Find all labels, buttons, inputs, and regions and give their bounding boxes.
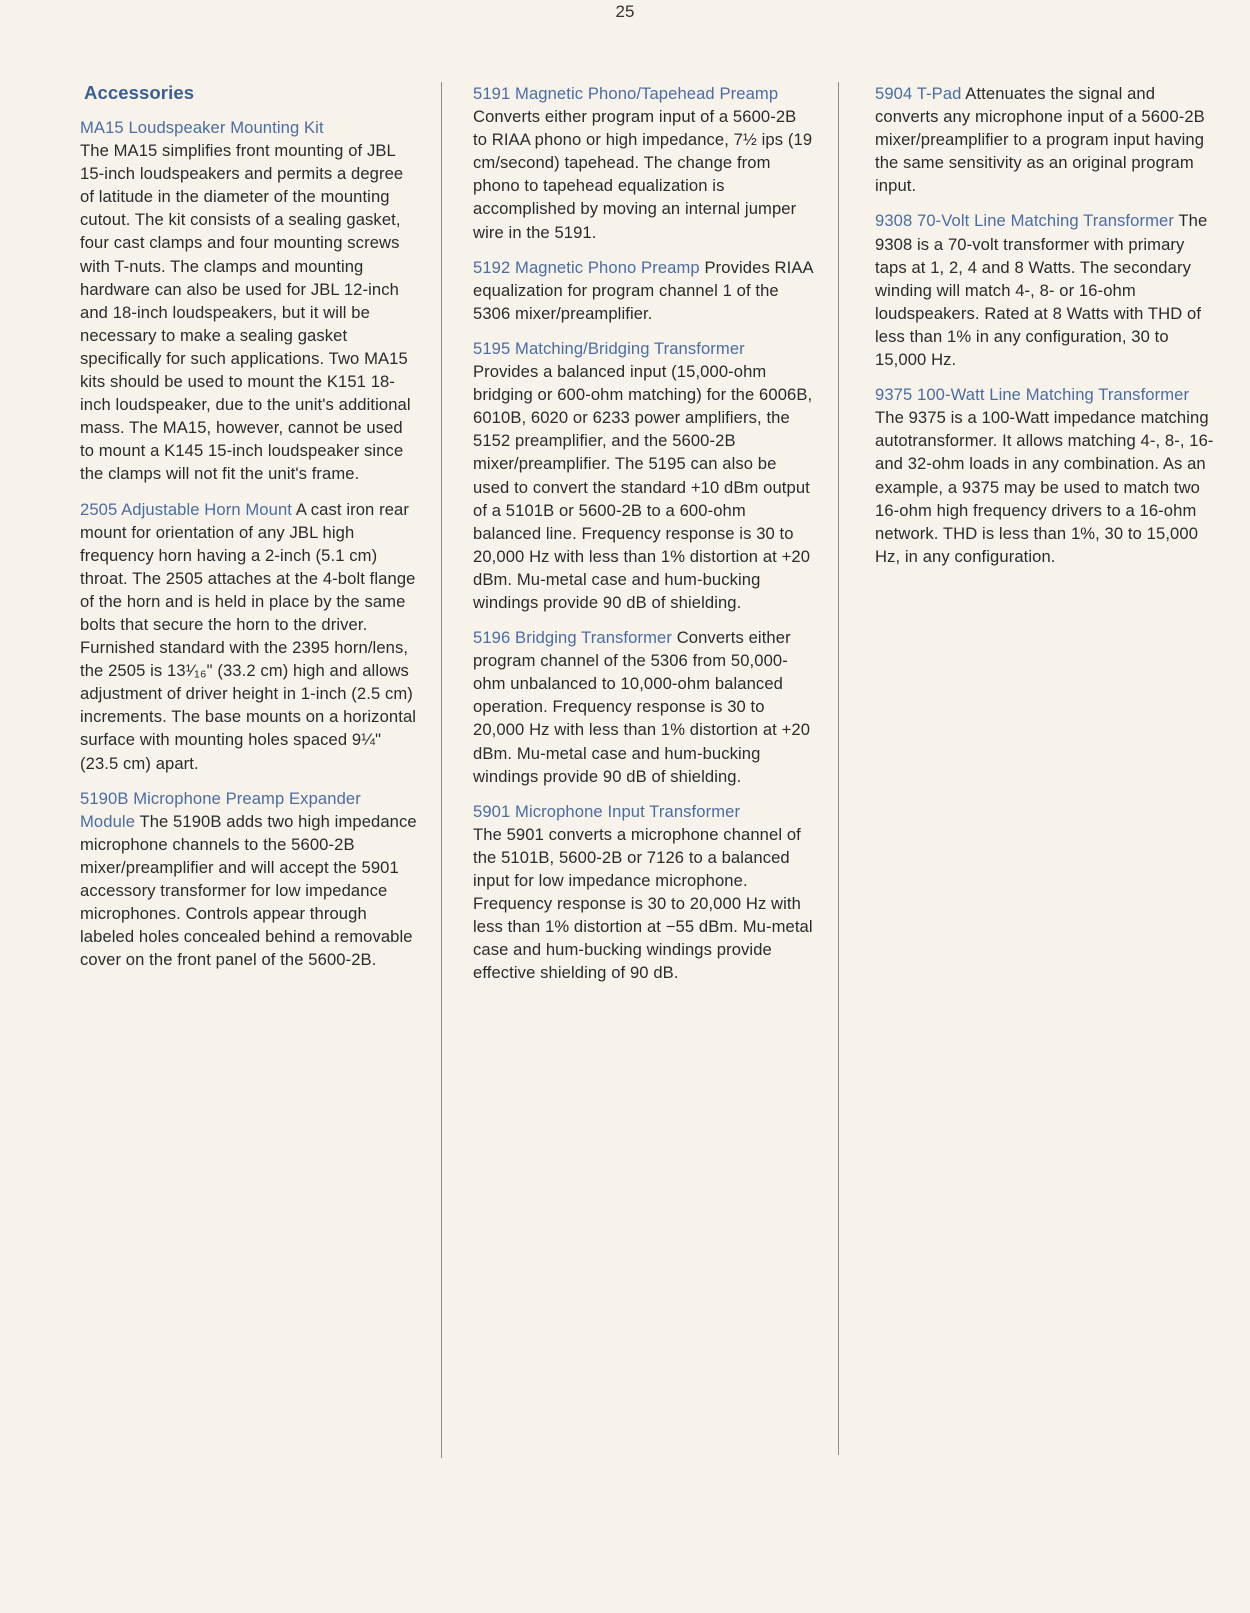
entry-body: The 9308 is a 70-volt transformer with primary taps at 1, 2, 4 and 8 Watts. The secondary winding will match 4-, 8- or 16-ohm loudspeakers. Rated at 8 Watts with THD of less than 1% in any configuration, 30 to 15,000 Hz. [875,211,1208,370]
column-divider [838,82,839,1455]
entry-title: 5191 Magnetic Phono/Tapehead Preamp [473,84,779,103]
entry-5191-phono-tapehead-preamp [473,82,813,244]
entry-body: Provides RIAA equalization for program channel 1 of the 5306 mixer/preamplifier. [473,257,813,323]
section-heading: Accessories [84,82,195,103]
entry-5904-t-pad [875,82,1215,197]
entry-2505-horn-mount [80,498,420,775]
column-divider [441,82,442,1458]
entry-title: 5195 Matching/Bridging Transformer [473,338,745,358]
entry-5192-phono-preamp [473,256,813,325]
entry-5196-bridging-transformer [473,626,813,788]
entry-5190b-expander-module [80,787,420,972]
page-number: 25 [615,2,635,21]
entry-title: 5190B Microphone Preamp Expander Module [80,788,361,831]
entry-title: 9308 70-Volt Line Matching Transformer [875,211,1174,231]
column-3 [875,82,1215,580]
entry-body: Converts either program input of a 5600-2B to RIAA phono or high impedance, 7½ ips (19 cm/second) tapehead. The change from phono to tapehead equalization is accomplished by moving an internal jumper wire in the 5191. [473,107,813,242]
entry-title: 5901 Microphone Input Transformer [473,801,741,821]
entry-title: 9375 100-Watt Line Matching Transformer [875,385,1190,405]
entry-body: Provides a balanced input (15,000-ohm bridging or 600-ohm matching) for the 6006B, 6010B, 6020 or 6233 power amplifiers, the 5152 preamplifier, and the 5600-2B mixer/preamplifier. The 5195 can also be used to convert the standard +10 dBm output of a 5101B or 5600-2B to a 600-ohm balanced line. Frequency response is 30 to 20,000 Hz with less than 1% distortion at +20 dBm. Mu-metal case and hum-bucking windings provide 90 dB of shielding. [473,362,813,612]
entry-body: The 5190B adds two high impedance microphone channels to the 5600-2B mixer/preamplifier and will accept the 5901 accessory transformer for low impedance microphones. Controls appear through labeled holes concealed behind a removable cover on the front panel of the 5600-2B. [80,811,417,970]
entry-title: 5196 Bridging Transformer [473,628,672,648]
entry-body: The 9375 is a 100-Watt impedance matching autotransformer. It allows matching 4-, 8-, 16- and 32-ohm loads in any combination. As an example, a 9375 may be used to match two 16-ohm high frequency drivers to a 16-ohm network. THD is less than 1%, 30 to 15,000 Hz, in any configuration. [875,408,1214,566]
column-2 [473,82,813,996]
entry-title: 5192 Magnetic Phono Preamp [473,257,700,277]
entry-body: Converts either program channel of the 5306 from 50,000-ohm unbalanced to 10,000-ohm balanced operation. Frequency response is 30 to 20,000 Hz with less than 1% distortion at +20 dBm. Mu-metal case and hum-bucking windings provide 90 dB of shielding. [473,628,811,786]
entry-title: 2505 Adjustable Horn Mount [80,499,293,519]
entry-body: The 5901 converts a microphone channel of the 5101B, 5600-2B or 7126 to a balanced input for low impedance microphone. Frequency response is 30 to 20,000 Hz with less than 1% distortion at −55 dBm. Mu-metal case and hum-bucking windings provide effective shielding of 90 dB. [473,824,813,983]
entry-body: Attenuates the signal and converts any microphone input of a 5600-2B mixer/preamplifier to a program input having the same sensitivity as an original program input. [875,84,1205,196]
entry-body: The MA15 simplifies front mounting of JBL 15-inch loudspeakers and permits a degree of latitude in the diameter of the mounting cutout. The kit consists of a sealing gasket, four cast clamps and four mounting screws with T-nuts. The clamps and mounting hardware can also be used for JBL 12-inch and 18-inch loudspeakers, but it will be necessary to make a sealing gasket specifically for such applications. Two MA15 kits should be used to mount the K151 18-inch loudspeaker, due to the unit's additional mass. The MA15, however, cannot be used to mount a K145 15-inch loudspeaker since the clamps will not fit the unit's frame. [80,141,411,484]
entry-9308-line-matching-transformer [875,209,1215,371]
entry-5901-microphone-input-transformer [473,800,813,985]
entry-title: 5904 T-Pad [875,84,962,103]
column-1 [80,82,420,983]
entry-ma15-mounting-kit [80,116,420,486]
entry-9375-line-matching-transformer [875,383,1215,568]
entry-title: MA15 Loudspeaker Mounting Kit [80,118,324,137]
entry-body: A cast iron rear mount for orientation of any JBL high frequency horn having a 2-inch (5.1 cm) throat. The 2505 attaches at the 4-bolt flange of the horn and is held in place by the same bolts that secure the horn to the driver. Furnished standard with the 2395 horn/lens, the 2505 is 13¹⁄₁₆" (33.2 cm) high and allows adjustment of driver height in 1-inch (2.5 cm) increments. The base mounts on a horizontal surface with mounting holes spaced 9¼" (23.5 cm) apart. [80,499,417,773]
entry-5195-matching-bridging-transformer [473,337,813,614]
